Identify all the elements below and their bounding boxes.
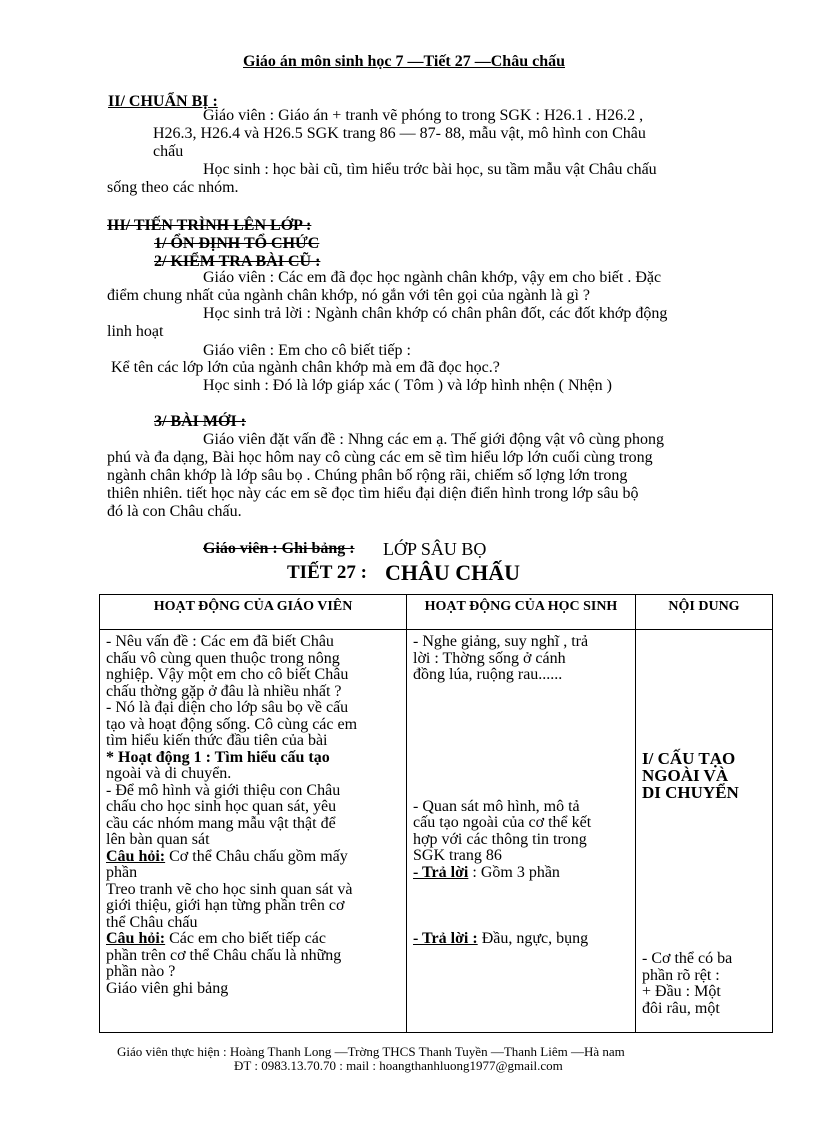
content-line: + Đầu : Một <box>642 983 721 1000</box>
prep-student-line: sống theo các nhóm. <box>107 179 239 196</box>
question-label: Câu hỏi: <box>106 930 166 947</box>
spacer <box>413 881 629 931</box>
new-lesson-line: Giáo viên đặt vấn đề : Nhng các em ạ. Thế giới động vật vô cùng phong <box>203 431 664 448</box>
teacher-line: Treo tranh vẽ cho học sinh quan sát và <box>106 880 353 898</box>
teacher-line: phần trên cơ thể Châu chấu là những <box>106 946 342 964</box>
header-student-activity: HOẠT ĐỘNG CỦA HỌC SINH <box>407 595 636 630</box>
teacher-line: thể Châu chấu <box>106 913 198 931</box>
check-line: linh hoạt <box>107 323 164 340</box>
answer-2 <box>413 931 629 948</box>
prep-student-line: Học sinh : học bài cũ, tìm hiểu trớc bài học, su tầm mẫu vật Châu chấu <box>203 161 657 178</box>
document-title: Giáo án môn sinh học 7 —Tiết 27 —Châu chấu <box>243 53 565 70</box>
new-lesson-line: phú và đa dạng, Bài học hôm nay cô cùng các em sẽ tìm hiểu lớp lớn cuối cùng trong <box>107 449 653 466</box>
table-header-row <box>100 595 773 630</box>
teacher-line: phần nào ? <box>106 963 176 980</box>
content-line: đôi râu, một <box>642 999 720 1017</box>
section-3-heading: III/ TIẾN TRÌNH LÊN LỚP : <box>107 217 312 234</box>
check-line: điểm chung nhất của ngành chân khớp, nó gắn với tên gọi của ngành là gì ? <box>107 287 591 304</box>
teacher-line: cầu các nhóm mang mẫu vật thật để <box>106 814 336 832</box>
question-line <box>106 931 400 948</box>
answer-1-label: - Trả lời <box>413 863 469 881</box>
student-line: cấu tạo ngoài của cơ thể kết <box>413 814 592 831</box>
spacer <box>642 634 766 750</box>
answer-1 <box>413 865 629 882</box>
prep-teacher-line: Giáo viên : Giáo án + tranh vẽ phóng to trong SGK : H26.1 . H26.2 , <box>203 107 644 124</box>
teacher-activity-cell <box>100 630 407 1033</box>
student-line: đồng lúa, ruộng rau...... <box>413 666 563 683</box>
student-line: - Quan sát mô hình, mô tả <box>413 797 580 815</box>
teacher-line: phần <box>106 864 138 881</box>
board-class-name: LỚP SÂU BỌ <box>383 539 487 559</box>
new-lesson-line: thiên nhiên. tiết học này các em sẽ đọc tìm hiểu đại diện điển hình trong lớp sâu bộ <box>107 485 639 502</box>
board-label: Giáo viên : Ghi bảng : <box>203 540 355 557</box>
content-line: phần rõ rệt : <box>642 966 720 984</box>
header-content: NỘI DUNG <box>636 595 773 630</box>
teacher-line: nghiệp. Vậy một em cho cô biết Châu <box>106 666 349 683</box>
prep-teacher-line: H26.3, H26.4 và H26.5 SGK trang 86 — 87- 88, mẫu vật, mô hình con Châu <box>153 125 646 142</box>
answer-2-label: - Trả lời : <box>413 930 478 947</box>
new-lesson-line: đó là con Châu chấu. <box>107 503 242 520</box>
spacer <box>413 684 629 799</box>
content-line: - Cơ thể có ba <box>642 950 733 967</box>
check-line: Học sinh trả lời : Ngành chân khớp có chân phân đốt, các đốt khớp động <box>203 305 668 322</box>
teacher-line: - Nêu vấn đề : Các em đã biết Châu <box>106 633 334 650</box>
teacher-line: chấu cho học sinh học quan sát, yêu <box>106 798 337 815</box>
student-line: SGK trang 86 <box>413 847 502 864</box>
check-line: Giáo viên : Em cho cô biết tiếp : <box>203 342 411 359</box>
content-heading-line: DI CHUYỂN <box>642 783 739 802</box>
student-line: - Nghe giảng, suy nghĩ , trả <box>413 633 589 650</box>
teacher-line: chấu vô cùng quen thuộc trong nông <box>106 649 340 667</box>
teacher-line: - Nó là đại diện cho lớp sâu bọ về cấu <box>106 699 349 716</box>
check-line: Kể tên các lớp lớn của ngành chân khớp mà em đã đọc học.? <box>111 359 500 376</box>
teacher-line: chấu thờng gặp ở đâu là nhiều nhất ? <box>106 682 342 700</box>
question-text: Các em cho biết tiếp các <box>165 930 326 947</box>
teacher-line: Giáo viên ghi bảng <box>106 979 229 997</box>
content-cell <box>636 630 773 1033</box>
answer-2-text: Đầu, ngực, bụng <box>477 930 589 947</box>
content-heading-line: NGOÀI VÀ <box>642 766 729 785</box>
table-row <box>100 630 773 1033</box>
student-line: lời : Thờng sống ở cánh <box>413 649 566 667</box>
lesson-prefix: TIẾT 27 : <box>287 562 367 583</box>
spacer <box>642 801 766 951</box>
lesson-name: CHÂU CHẤU <box>385 560 521 585</box>
question-line <box>106 849 400 866</box>
activity-1-line: * Hoạt động 1 : Tìm hiểu cấu tạo <box>106 748 330 766</box>
student-activity-cell <box>407 630 636 1033</box>
footer-contact: ĐT : 0983.13.70.70 : mail : hoangthanhluong1977@gmail.com <box>234 1058 563 1073</box>
content-heading-line: I/ CẤU TẠO <box>642 749 736 768</box>
teacher-line: tìm hiểu kiến thức đầu tiên của bài <box>106 732 328 749</box>
question-label: Câu hỏi: <box>106 847 166 865</box>
teacher-line: giới thiệu, giới hạn từng phần trên cơ <box>106 897 345 914</box>
question-text: Cơ thể Châu chấu gồm mấy <box>165 847 348 865</box>
prep-teacher-line: chấu <box>153 143 184 160</box>
lesson-table <box>99 594 773 1033</box>
subsection-2-heading: 2/ KIỂM TRA BÀI CŨ : <box>154 253 321 270</box>
footer-author: Giáo viên thực hiện : Hoàng Thanh Long —Trờng THCS Thanh Tuyền —Thanh Liêm —Hà nam <box>117 1044 625 1059</box>
teacher-line: tạo và hoạt động sống. Cô cùng các em <box>106 715 358 733</box>
subsection-1-heading: 1/ ỔN ĐỊNH TỔ CHỨC <box>154 235 320 252</box>
new-lesson-line: ngành chân khớp là lớp sâu bọ . Chúng phân bố rộng rãi, chiếm số lợng lớn trong <box>107 467 628 484</box>
section-2-heading: II/ CHUẨN BỊ : <box>108 93 218 110</box>
student-line: hợp với các thông tin trong <box>413 830 587 848</box>
check-line: Học sinh : Đó là lớp giáp xác ( Tôm ) và lớp hình nhện ( Nhện ) <box>203 377 612 394</box>
subsection-3-heading: 3/ BÀI MỚI : <box>154 413 246 430</box>
teacher-line: lên bàn quan sát <box>106 831 210 848</box>
header-teacher-activity: HOẠT ĐỘNG CỦA GIÁO VIÊN <box>100 595 407 630</box>
teacher-line: - Để mô hình và giới thiệu con Châu <box>106 781 341 799</box>
answer-1-text: : Gồm 3 phần <box>468 863 560 881</box>
teacher-line: ngoài và di chuyển. <box>106 765 232 782</box>
check-line: Giáo viên : Các em đã đọc học ngành chân khớp, vậy em cho biết . Đặc <box>203 269 662 286</box>
